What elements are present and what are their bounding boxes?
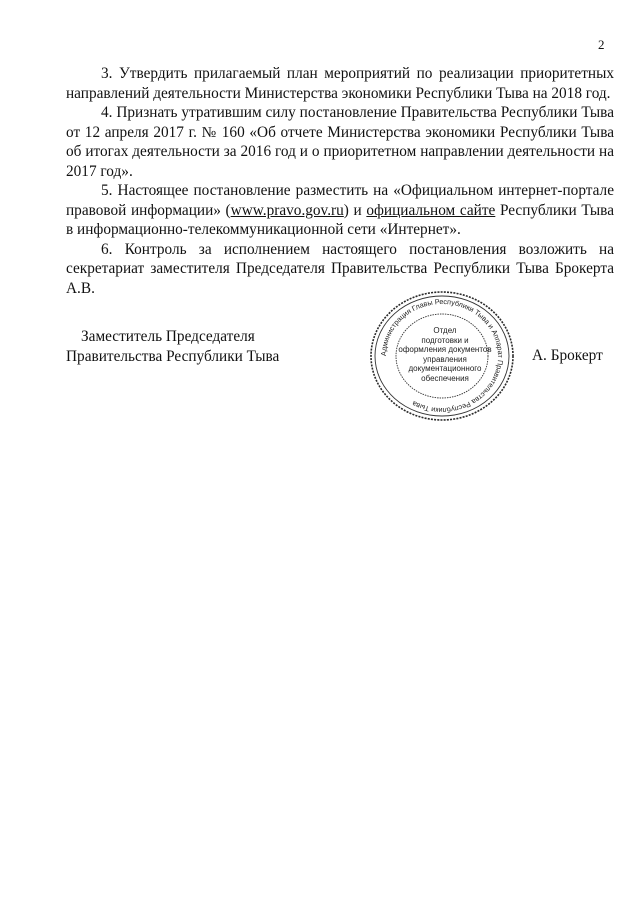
paragraph-5-text-start: 5. Настоящее постановление разместить на «Официальном интернет-портале правовой информации» ( [66,182,614,219]
pravo-gov-link[interactable]: www.pravo.gov.ru [230,201,344,219]
paragraph-5-text-middle: ) и [343,201,367,219]
seal-ring-text: Администрация Главы Республики Тыва и Аппарат Правительства Республики Тыва [378,296,506,416]
paragraph-4: 4. Признать утратившим силу постановление Правительства Республики Тыва от 12 апреля 2017 г. № 160 «Об отчете Министерства экономики Республики Тыва об итогах деятельности за 2016 год и о приоритетном направлении деятельности на 2017 год». [66,104,614,180]
signer-name: А. Брокерт [532,347,603,364]
paragraph-5-text-end: Республики Тыва в информационно-телекоммуникационной сети «Интернет». [66,201,614,238]
seal-line-5: документационного [408,364,482,374]
seal-center-text [393,326,497,384]
seal-line-4: управления [423,354,467,364]
seal-line-3: оформления документов [398,345,492,355]
paragraph-3: 3. Утвердить прилагаемый план мероприятий по реализации приоритетных направлений деятельности Министерства экономики Республики Тыва на 2018 год. [66,65,614,102]
seal-line-6: обеспечения [421,373,469,383]
paragraph-5 [66,181,614,240]
paragraph-6: 6. Контроль за исполнением настоящего постановления возложить на секретариат заместителя Председателя Правительства Республики Тыва Брокерта А.В. [66,240,614,297]
signer-title-line-2: Правительства Республики Тыва [66,347,280,365]
signer-title-line-1: Заместитель Председателя [81,328,255,345]
official-site-link[interactable]: официальном сайте [366,201,496,219]
seal-line-1: Отдел [433,326,457,335]
seal-line-2: подготовки и [421,335,469,345]
document-body [66,64,614,298]
signature-block [66,327,279,366]
page-number: 2 [598,37,605,52]
